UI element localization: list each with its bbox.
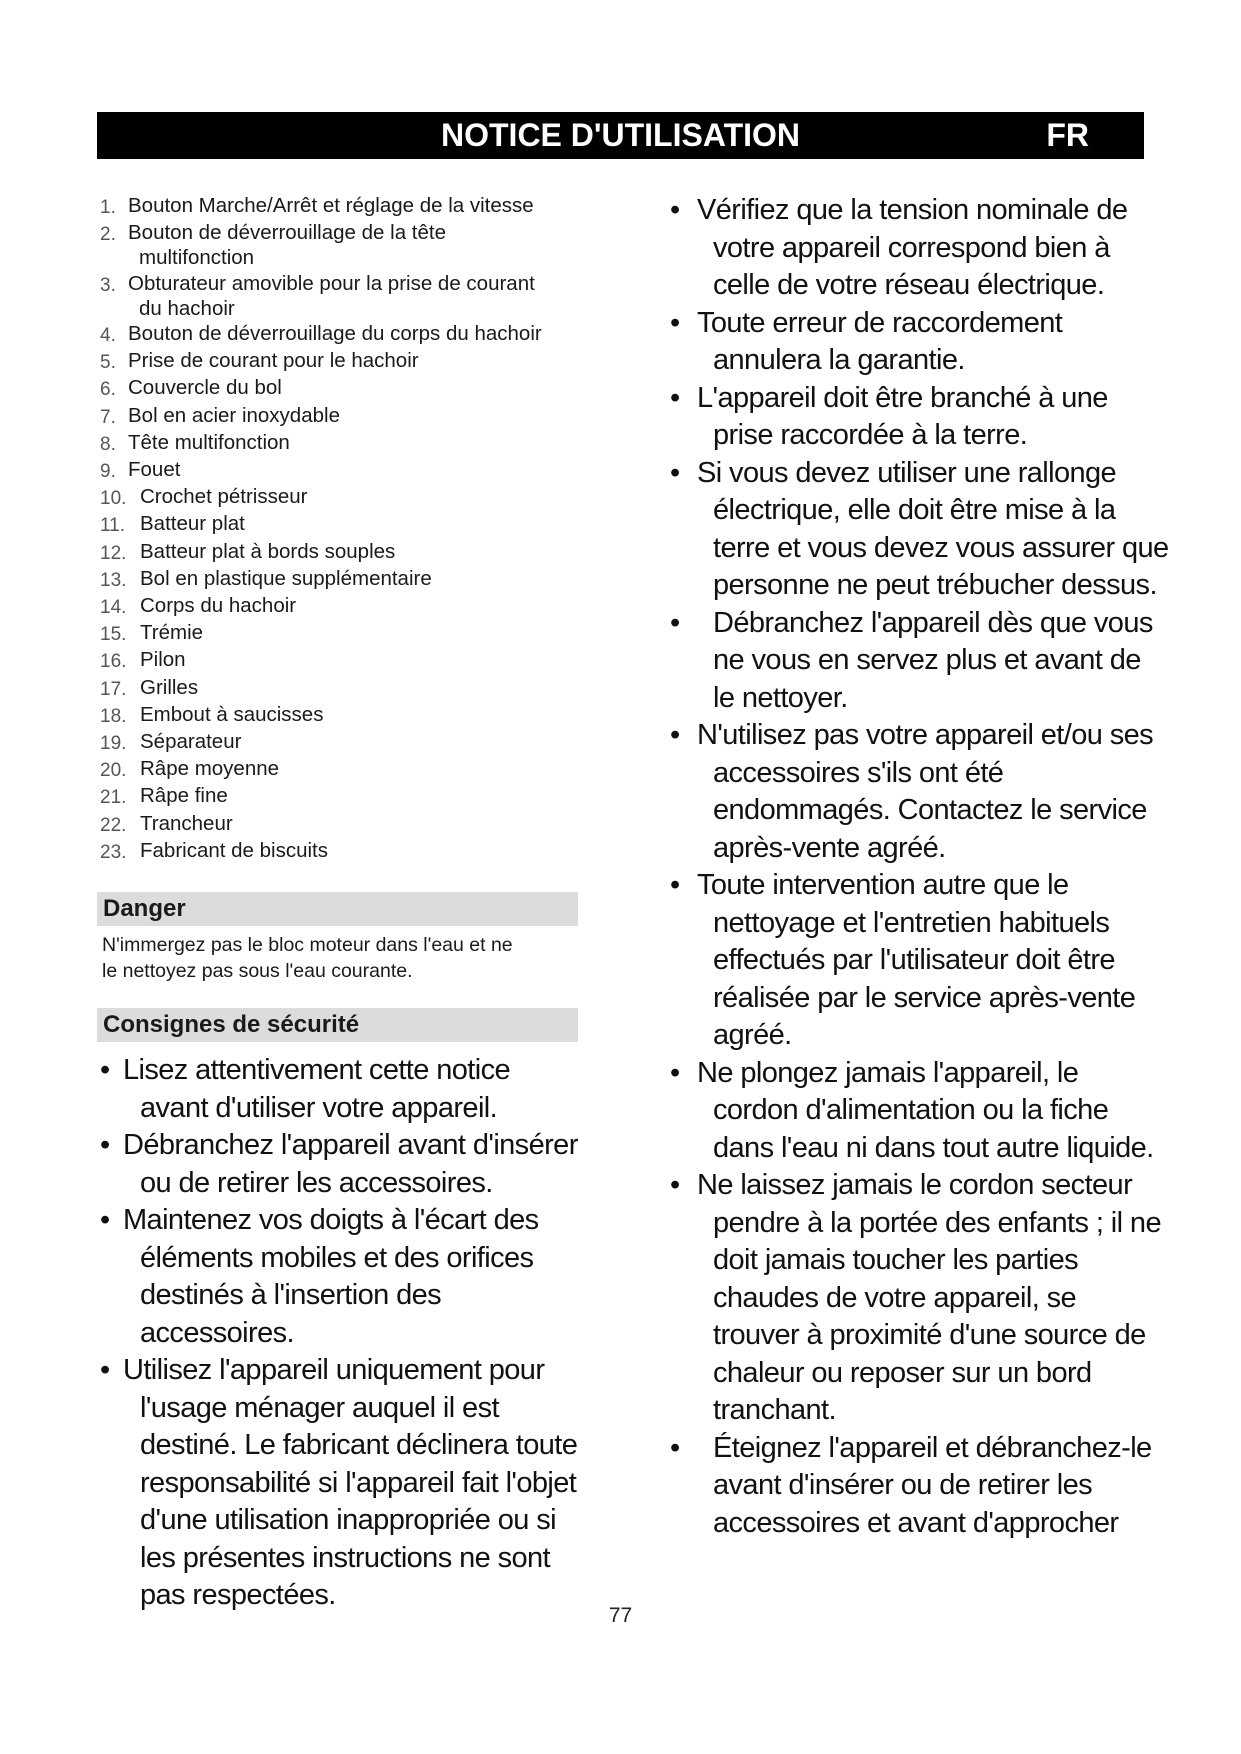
part-number: 16. [100,651,127,673]
bullet-line: d'une utilisation inappropriée ou si [140,1504,557,1537]
bullet-line: Utilisez l'appareil uniquement pour [123,1354,545,1387]
parts-list-item [100,193,580,220]
parts-list-item [100,511,580,538]
part-label-line: Fouet [128,458,181,482]
bullet-line: Si vous devez utiliser une rallonge [697,456,1117,489]
part-label-line: Râpe moyenne [140,757,280,781]
bullet-icon: • [670,306,680,339]
bullet-line: chaleur ou reposer sur un bord [713,1356,1092,1389]
part-label-line: Prise de courant pour le hachoir [128,349,419,373]
bullet-line: destiné. Le fabricant déclinera toute [140,1429,578,1462]
part-number: 11. [100,515,126,537]
bullet-icon: • [670,194,680,226]
bullet-line: tranchant. [713,1394,836,1426]
part-label [140,647,186,674]
bullet-line: N'utilisez pas votre appareil et/ou ses [697,719,1154,751]
bullet-line: Vérifiez que la tension nominale de [697,194,1128,226]
parts-list-item [100,620,580,647]
parts-list-item [100,457,580,484]
part-label [140,838,328,865]
bullet-icon: • [670,1056,680,1089]
bullet-line: prise raccordée à la terre. [713,419,1028,451]
bullet-icon: • [100,1129,110,1162]
safety-bullet [670,605,1190,718]
parts-list-item [100,348,580,375]
bullet-line: Ne plongez jamais l'appareil, le [697,1056,1079,1089]
bullet-icon: • [100,1054,110,1087]
parts-list-item [100,783,580,810]
part-number: 12. [100,542,127,564]
safety-bullet [670,867,1190,1055]
parts-list-item [100,375,580,402]
parts-list [100,193,580,865]
part-label-line: Pilon [140,648,186,672]
bullet-line: Lisez attentivement cette notice [123,1054,511,1087]
right-column [670,192,1190,1542]
language-code: FR [1046,117,1089,153]
part-label-line: Batteur plat à bords souples [140,539,396,563]
part-label [140,702,323,729]
bullet-line: destinés à l'insertion des [140,1279,442,1312]
part-label-line: Obturateur amovible pour la prise de courant [128,271,535,295]
bullet-icon: • [670,456,680,489]
part-label [140,539,395,566]
parts-list-item [100,811,580,838]
page-title: NOTICE D'UTILISATION [441,117,800,153]
part-label [128,193,534,220]
bullet-line: cordon d'alimentation ou la fiche [713,1094,1109,1126]
safety-bullets-left [100,1052,580,1615]
part-label-line: Tête multifonction [128,430,290,454]
part-label-line: Batteur plat [140,512,245,536]
part-label-line: Bol en plastique supplémentaire [140,566,432,590]
bullet-line: l'usage ménager auquel il est [140,1391,499,1424]
part-number: 2. [100,224,116,246]
parts-list-item [100,271,580,321]
parts-list-item [100,539,580,566]
safety-bullet [100,1202,580,1352]
bullet-line: trouver à proximité d'une source de [713,1319,1146,1351]
bullet-line: Toute erreur de raccordement [697,306,1063,339]
parts-list-item [100,838,580,865]
part-label [140,566,432,593]
safety-bullet [670,1055,1190,1168]
part-label-line: Corps du hachoir [140,594,297,618]
part-number: 20. [100,760,127,782]
part-label-line: Grilles [140,675,199,699]
parts-list-item [100,729,580,756]
part-label [128,457,180,484]
part-label [140,783,228,810]
part-label-line: Séparateur [140,730,242,754]
bullet-line: responsabilité si l'appareil fait l'objet [140,1466,577,1499]
bullet-line: ne vous en servez plus et avant de [713,644,1141,676]
part-label-line: Trémie [140,621,204,645]
safety-bullet [670,380,1190,455]
bullet-line: Ne laissez jamais le cordon secteur [697,1169,1133,1201]
bullet-line: pas respectées. [140,1579,336,1612]
bullet-icon: • [670,381,680,414]
part-number: 6. [100,379,116,401]
part-number: 9. [100,461,116,483]
left-column [100,193,580,1615]
bullet-icon: • [670,1431,680,1464]
part-label-line: Crochet pétrisseur [140,485,308,509]
part-label [140,620,203,647]
bullet-line: Éteignez l'appareil et débranchez-le [713,1431,1152,1464]
part-number: 23. [100,841,127,863]
part-label [140,593,296,620]
bullet-line: le nettoyer. [713,681,848,714]
part-label-line: Bouton de déverrouillage de la tête [128,221,446,245]
bullet-line: pendre à la portée des enfants ; il ne [713,1206,1161,1239]
part-number: 15. [100,624,127,646]
part-label [128,220,446,270]
safety-heading: Consignes de sécurité [97,1008,578,1042]
bullet-line: Débranchez l'appareil avant d'insérer [123,1129,578,1162]
part-label-line: Trancheur [140,811,233,835]
safety-bullet [670,717,1190,867]
parts-list-item [100,484,580,511]
bullet-line: accessoires. [140,1316,294,1349]
part-label [128,321,542,348]
safety-bullet [670,192,1190,305]
bullet-line: électrique, elle doit être mise à la [713,494,1116,526]
part-number: 1. [100,197,116,218]
part-label [140,729,241,756]
part-label-line: Couvercle du bol [128,376,282,400]
part-label-line: multifonction [139,246,255,270]
bullet-icon: • [670,606,680,639]
part-number: 18. [100,705,127,727]
bullet-line: ou de retirer les accessoires. [140,1166,493,1199]
part-number: 13. [100,569,127,591]
bullet-line: après-vente agréé. [713,831,946,864]
part-number: 19. [100,733,127,755]
bullet-icon: • [670,869,680,901]
danger-heading: Danger [97,892,578,926]
bullet-line: terre et vous devez vous assurer que [713,531,1169,564]
part-label [128,430,290,457]
parts-list-item [100,430,580,457]
part-label [140,484,307,511]
part-number: 7. [100,406,116,428]
parts-list-item [100,647,580,674]
parts-list-item [100,220,580,270]
bullet-line: Débranchez l'appareil dès que vous [713,606,1153,639]
safety-bullet [670,455,1190,605]
bullet-icon: • [670,1169,680,1201]
bullet-line: chaudes de votre appareil, se [713,1281,1077,1314]
bullet-line: agréé. [713,1019,792,1051]
danger-line: le nettoyez pas sous l'eau courante. [102,960,413,983]
bullet-line: annulera la garantie. [713,344,965,376]
bullet-line: Toute intervention autre que le [697,869,1069,901]
bullet-line: accessoires et avant d'approcher [713,1506,1119,1539]
part-number: 3. [100,274,116,296]
part-number: 8. [100,433,116,455]
bullet-line: personne ne peut trébucher dessus. [713,569,1157,601]
part-label-line: Bouton Marche/Arrêt et réglage de la vitesse [128,194,534,217]
bullet-line: Maintenez vos doigts à l'écart des [123,1204,539,1237]
bullet-line: avant d'utiliser votre appareil. [140,1091,498,1124]
safety-bullet [670,305,1190,380]
part-number: 5. [100,352,116,374]
bullet-line: dans l'eau ni dans tout autre liquide. [713,1131,1154,1164]
part-label-line: Fabricant de biscuits [140,838,329,862]
bullet-line: accessoires s'ils ont été [713,756,1004,789]
bullet-line: les présentes instructions ne sont [140,1541,550,1574]
part-label [140,511,245,538]
danger-line: N'immergez pas le bloc moteur dans l'eau et ne [102,934,513,957]
part-number: 17. [100,678,127,700]
page-number: 77 [608,1604,633,1627]
bullet-icon: • [100,1354,110,1387]
safety-bullet [100,1127,580,1202]
danger-text [102,932,580,984]
part-label [140,756,279,783]
bullet-line: votre appareil correspond bien à [713,231,1110,264]
bullet-line: celle de votre réseau électrique. [713,269,1105,301]
part-number: 14. [100,597,127,619]
bullet-line: nettoyage et l'entretien habituels [713,906,1110,939]
bullet-icon: • [670,719,680,751]
parts-list-item [100,566,580,593]
part-label [140,675,198,702]
part-label-line: Râpe fine [140,784,228,808]
part-label-line: Bol en acier inoxydable [128,403,340,427]
part-label [128,375,282,402]
bullet-line: éléments mobiles et des orifices [140,1241,534,1274]
parts-list-item [100,321,580,348]
bullet-line: doit jamais toucher les parties [713,1244,1079,1276]
part-label [128,348,419,375]
safety-bullet [670,1430,1190,1543]
bullet-line: effectués par l'utilisateur doit être [713,944,1115,976]
parts-list-item [100,702,580,729]
part-label [128,271,535,321]
bullet-line: L'appareil doit être branché à une [697,381,1108,414]
safety-bullet [100,1352,580,1615]
part-number: 21. [100,787,127,809]
part-number: 4. [100,325,116,347]
part-number: 22. [100,814,127,836]
parts-list-item [100,403,580,430]
bullet-line: réalisée par le service après-vente [713,981,1136,1014]
part-label [140,811,233,838]
part-label-line: Bouton de déverrouillage du corps du hachoir [128,322,542,346]
safety-bullet [670,1167,1190,1430]
bullet-icon: • [100,1204,110,1237]
bullet-line: avant d'insérer ou de retirer les [713,1469,1093,1501]
parts-list-item [100,756,580,783]
bullet-line: endommagés. Contactez le service [713,794,1147,826]
header-bar [97,112,1144,159]
part-label-line: Embout à saucisses [140,702,324,726]
parts-list-item [100,593,580,620]
safety-bullet [100,1052,580,1127]
part-label [128,403,340,430]
safety-bullets-right [670,192,1190,1542]
part-number: 10. [100,488,127,510]
part-label-line: du hachoir [139,296,235,320]
parts-list-item [100,675,580,702]
